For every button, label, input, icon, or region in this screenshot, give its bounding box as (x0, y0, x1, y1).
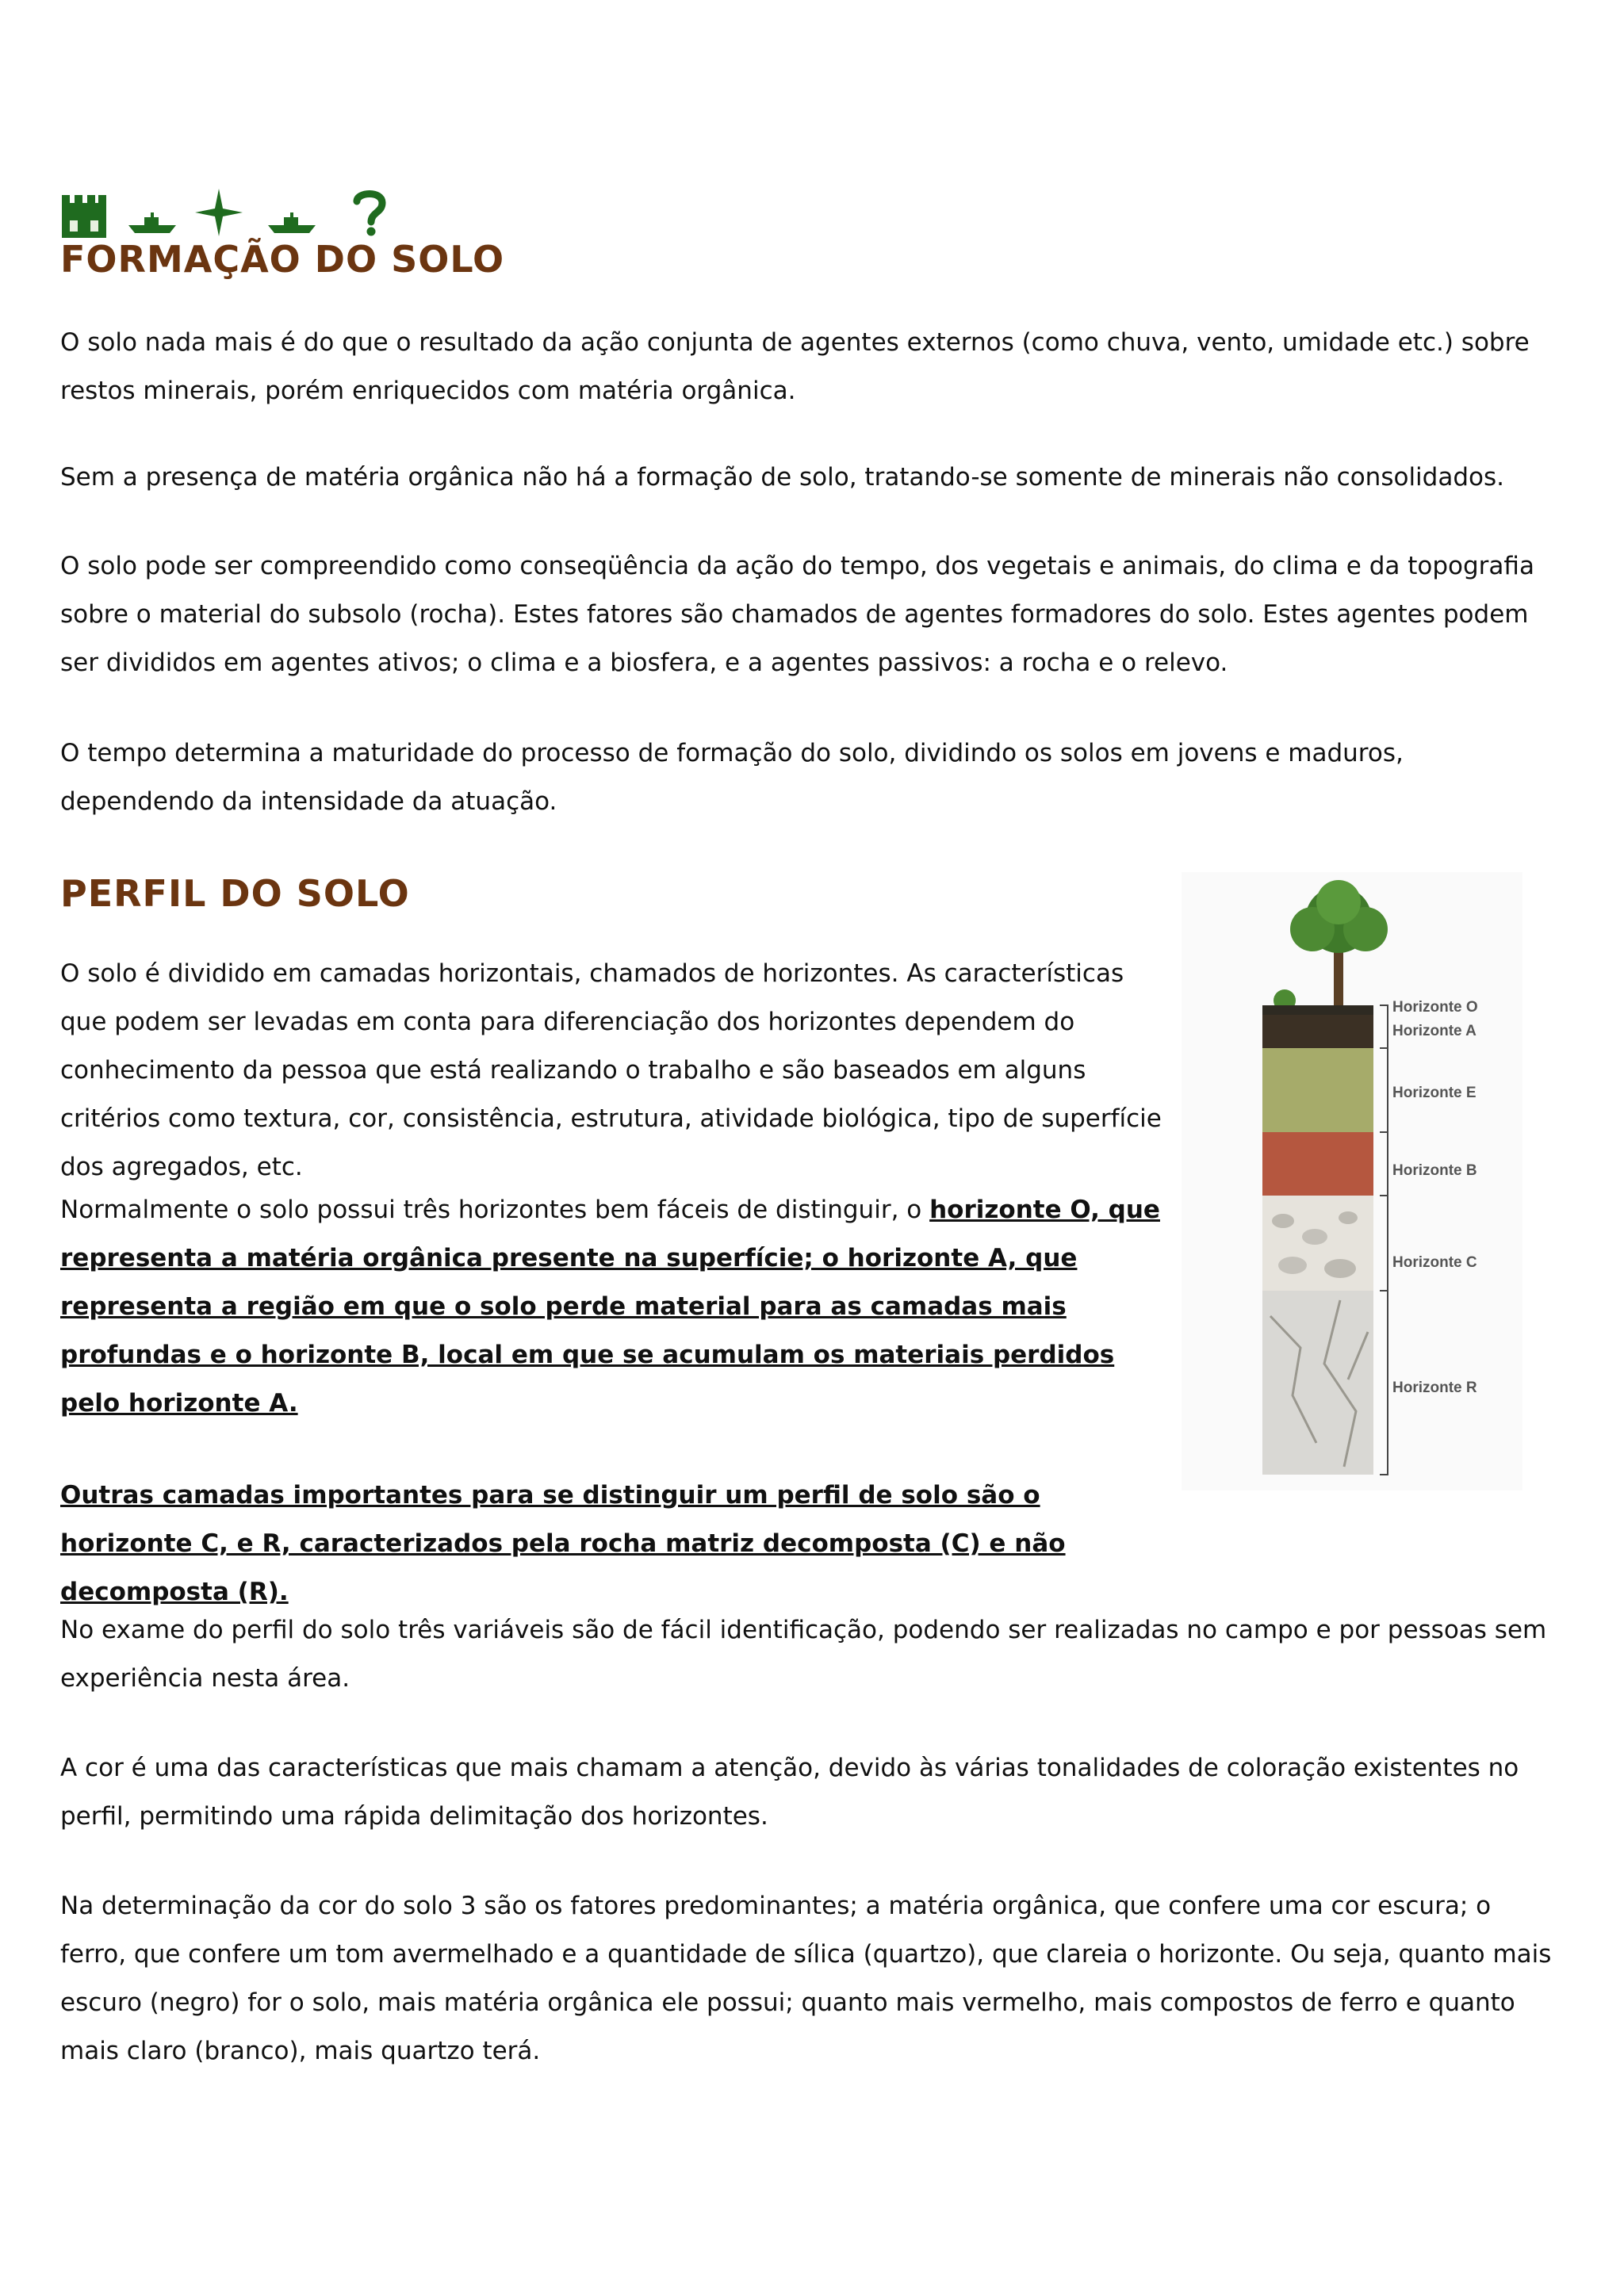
paragraph-intro-4: O tempo determina a maturidade do processo de formação do solo, dividindo os solos em jovens e maduros, dependendo da intensidade da atuação. (60, 739, 1404, 816)
paragraph-closing-3: Na determinação da cor do solo 3 são os fatores predominantes; a matéria orgânica, que confere uma cor escura; o ferro, que confere um tom avermelhado e a quantidade de sílica (quartzo), que clareia o horizonte. Ou seja, quanto mais escuro (negro) for o solo, mais matéria orgânica ele possui; quanto mais vermelho, mais compostos de ferro e quanto mais claro (branco), mais quartzo terá. (60, 1892, 1552, 2065)
label-horizonte-e: Horizonte E (1392, 1085, 1477, 1101)
paragraph-closing-1: No exame do perfil do solo três variáveis são de fácil identificação, podendo ser realizadas no campo e por pessoas sem experiência nesta área. (60, 1616, 1547, 1693)
label-horizonte-r: Horizonte R (1392, 1380, 1477, 1396)
soil-profile-illustration (1182, 872, 1522, 1490)
ship-icon (266, 211, 317, 235)
paragraph-closing-2: A cor é uma das características que mais chamam a atenção, devido às várias tonalidades de coloração existentes no perfil, permitindo uma rápida delimitação dos horizontes. (60, 1754, 1519, 1831)
compass-star-icon (195, 189, 243, 236)
label-horizonte-a: Horizonte A (1392, 1023, 1477, 1039)
perfil-2-text: Normalmente o solo possui três horizontes bem fáceis de distinguir, o (60, 1196, 930, 1224)
paragraph-perfil-3: Outras camadas importantes para se distinguir um perfil de solo são o horizonte C, e R, caracterizados pela rocha matriz decomposta (C) e não decomposta (R). (60, 1481, 1066, 1606)
paragraph-intro-1: O solo nada mais é do que o resultado da ação conjunta de agentes externos (como chuva, vento, umidade etc.) sobre restos minerais, porém enriquecidos com matéria orgânica. (60, 328, 1530, 405)
paragraph-perfil-2 (60, 1186, 1170, 1428)
section-title-perfil: PERFIL DO SOLO (60, 872, 410, 915)
question-mark-icon (352, 189, 387, 236)
ship-icon (127, 211, 178, 235)
castle-icon (59, 192, 109, 238)
page-title: FORMAÇÃO DO SOLO (60, 238, 505, 281)
paragraph-intro-2: Sem a presença de matéria orgânica não há a formação de solo, tratando-se somente de minerais não consolidados. (60, 463, 1504, 492)
perfil-2-emphasis: horizonte O, que representa a matéria orgânica presente na superfície; o horizonte A, que representa a região em que o solo perde material para as camadas mais profundas e o horizonte B, local em que se acumulam os materiais perdidos pelo horizonte A. (60, 1196, 1160, 1418)
paragraph-perfil-1: O solo é dividido em camadas horizontais, chamados de horizontes. As características que podem ser levadas em conta para diferenciação dos horizontes dependem do conhecimento da pessoa que está realizando o trabalho e são baseados em alguns critérios como textura, cor, consistência, estrutura, atividade biológica, tipo de superfície dos agregados, etc. (60, 959, 1162, 1181)
soil-profile-figure (1182, 872, 1522, 1490)
label-horizonte-b: Horizonte B (1392, 1162, 1477, 1179)
label-horizonte-o: Horizonte O (1392, 999, 1478, 1016)
label-horizonte-c: Horizonte C (1392, 1254, 1477, 1271)
paragraph-intro-3: O solo pode ser compreendido como conseqüência da ação do tempo, dos vegetais e animais, do clima e da topografia sobre o material do subsolo (rocha). Estes fatores são chamados de agentes formadores do solo. Estes agentes podem ser divididos em agentes ativos; o clima e a biosfera, e a agentes passivos: a rocha e o relevo. (60, 552, 1534, 677)
icon-row (59, 189, 392, 238)
